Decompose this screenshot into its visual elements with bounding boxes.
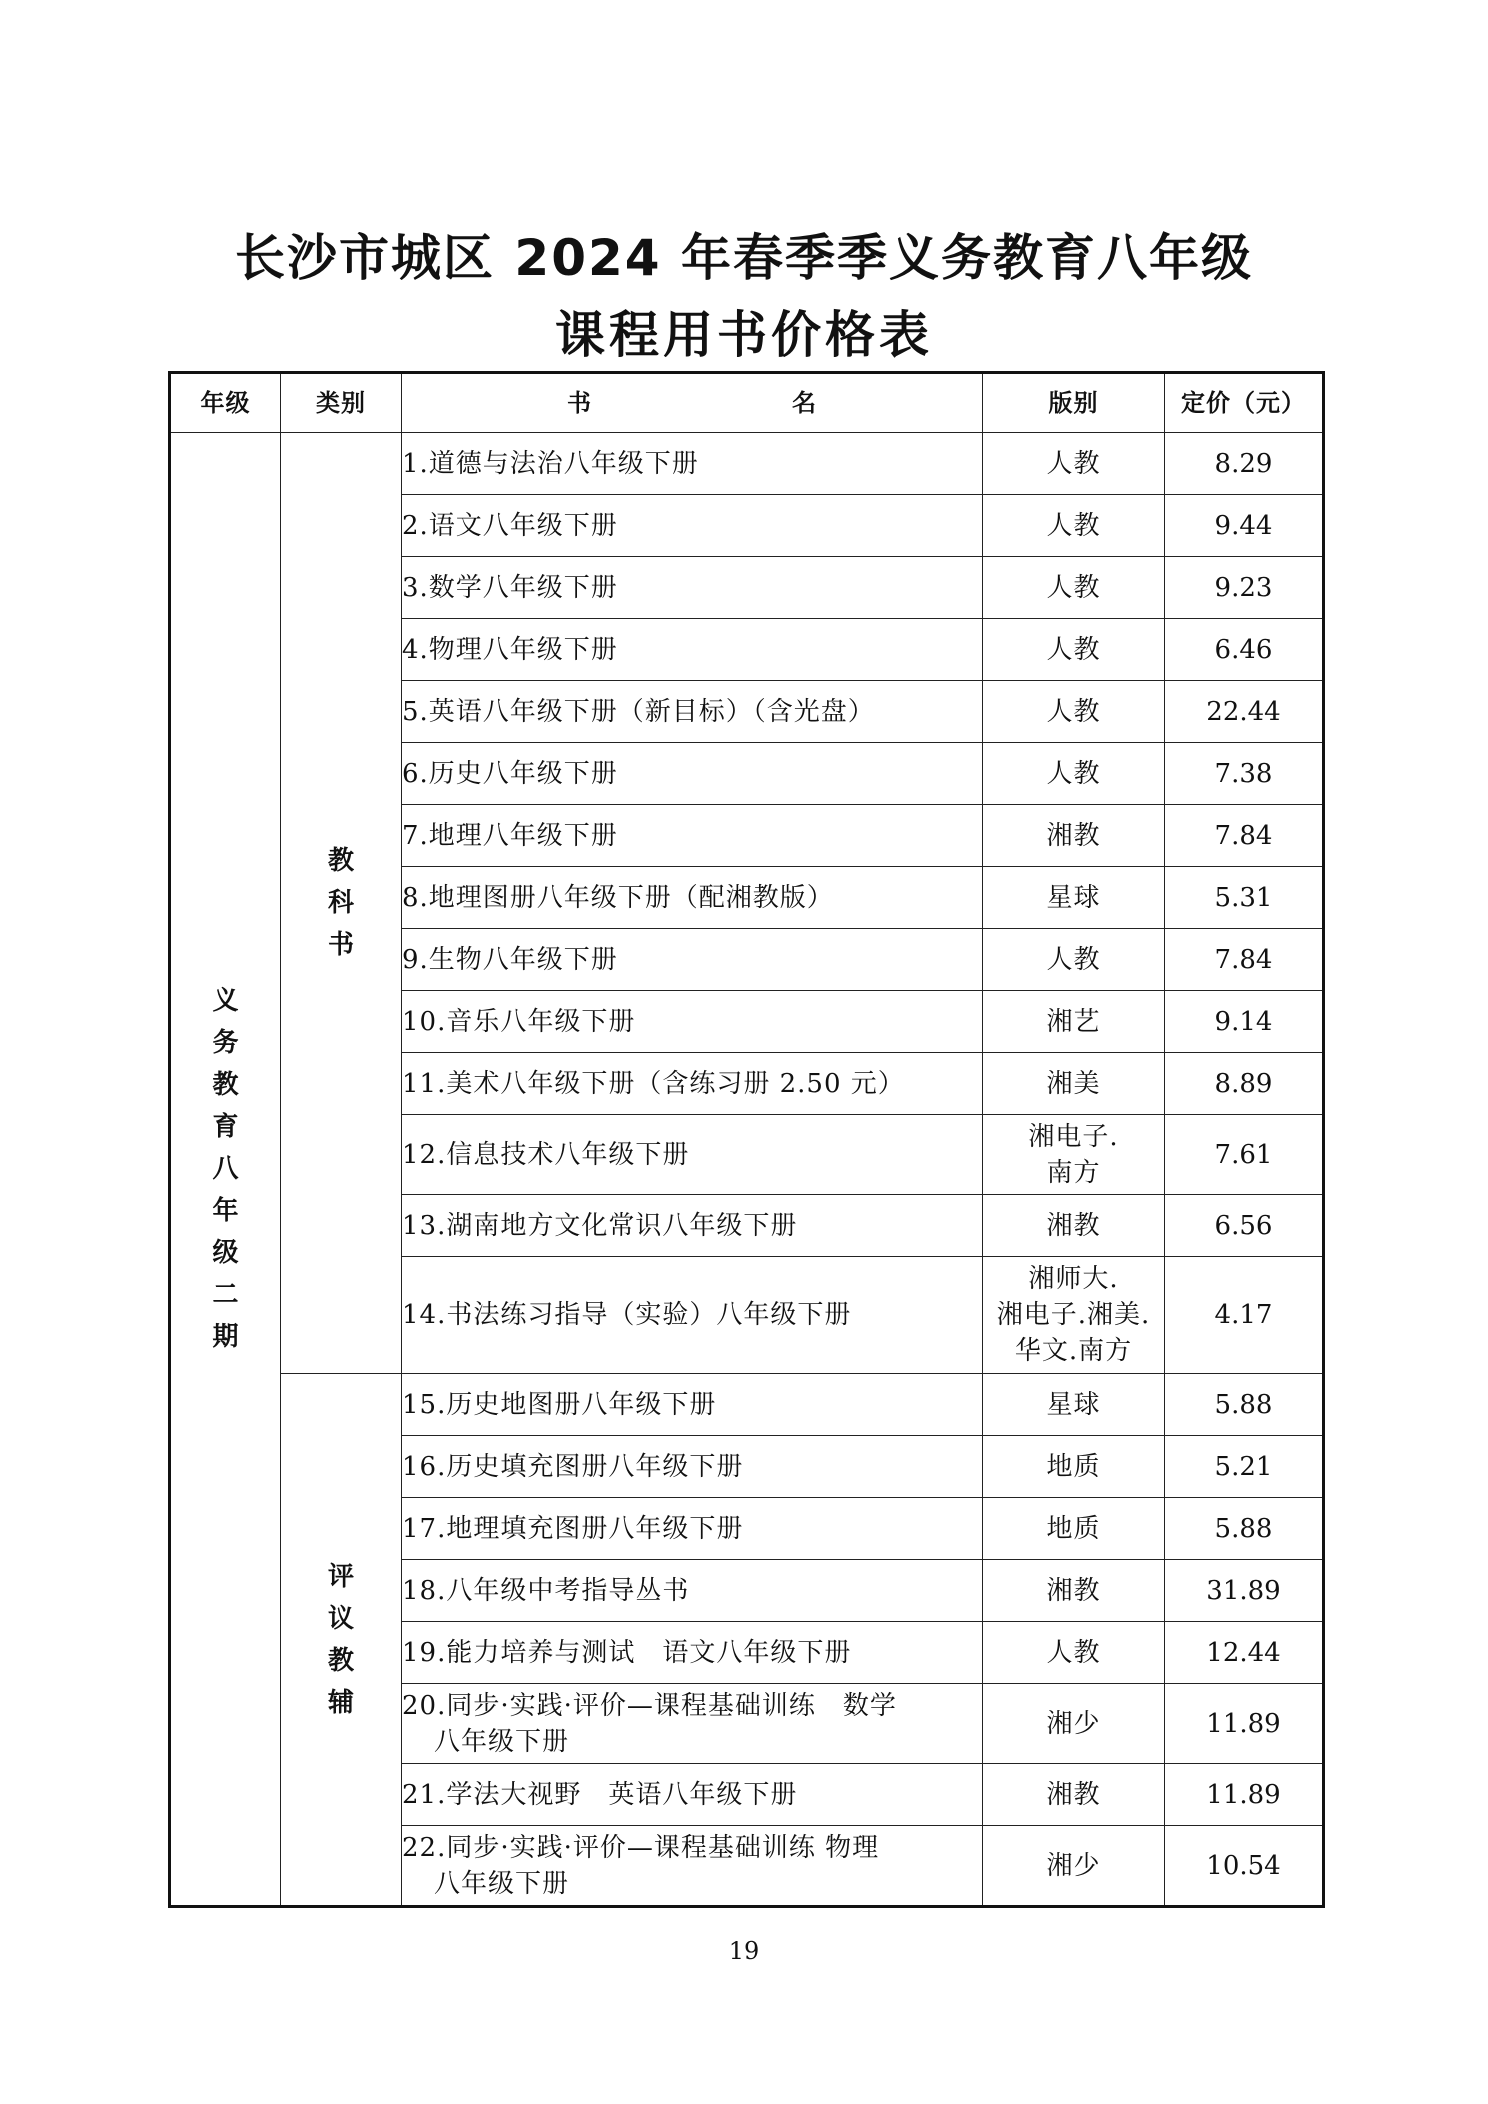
price-cell: 6.46	[1165, 619, 1324, 681]
version-cell: 地质	[983, 1436, 1165, 1498]
price-cell: 12.44	[1165, 1622, 1324, 1684]
book-name-line: 八年级下册	[434, 1868, 570, 1899]
version-line: 湘师大.	[1028, 1264, 1119, 1294]
version-cell	[983, 1257, 1165, 1374]
grade-cell	[170, 433, 281, 1907]
header-book-name-part1: 书	[567, 389, 592, 417]
price-cell: 9.23	[1165, 557, 1324, 619]
book-name-line: 20.同步·实践·评价—课程基础训练 数学	[402, 1690, 897, 1721]
version-cell	[983, 1115, 1165, 1195]
version-cell: 人教	[983, 495, 1165, 557]
version-line: 湘电子.	[1028, 1121, 1119, 1152]
price-cell: 7.84	[1165, 929, 1324, 991]
book-name-line: 22.同步·实践·评价—课程基础训练 物理	[402, 1832, 880, 1863]
page-number: 19	[728, 1937, 760, 1965]
book-name-cell: 19.能力培养与测试 语文八年级下册	[402, 1622, 983, 1684]
category-textbooks-cell	[281, 433, 402, 1374]
book-name-cell: 2.语文八年级下册	[402, 495, 983, 557]
price-cell: 7.61	[1165, 1115, 1324, 1195]
book-name-cell: 17.地理填充图册八年级下册	[402, 1498, 983, 1560]
book-name-cell: 10.音乐八年级下册	[402, 991, 983, 1053]
category-auxiliary-label: 评议教辅	[327, 1561, 354, 1718]
book-name-cell: 3.数学八年级下册	[402, 557, 983, 619]
price-cell: 11.89	[1165, 1764, 1324, 1826]
version-cell: 人教	[983, 681, 1165, 743]
category-auxiliary-cell	[281, 1374, 402, 1907]
book-name-cell: 18.八年级中考指导丛书	[402, 1560, 983, 1622]
book-name-cell: 11.美术八年级下册（含练习册 2.50 元）	[402, 1053, 983, 1115]
version-line: 华文.南方	[1014, 1336, 1133, 1366]
version-cell: 湘教	[983, 1764, 1165, 1826]
category-textbooks-label: 教科书	[327, 846, 354, 960]
version-cell: 人教	[983, 433, 1165, 495]
header-category: 类别	[281, 373, 402, 433]
price-cell: 6.56	[1165, 1195, 1324, 1257]
price-cell: 9.14	[1165, 991, 1324, 1053]
price-cell: 5.31	[1165, 867, 1324, 929]
book-name-cell: 9.生物八年级下册	[402, 929, 983, 991]
version-cell: 人教	[983, 743, 1165, 805]
price-cell: 9.44	[1165, 495, 1324, 557]
book-name-cell: 14.书法练习指导（实验）八年级下册	[402, 1257, 983, 1374]
book-name-cell: 15.历史地图册八年级下册	[402, 1374, 983, 1436]
grade-label: 义务教育八年级二期	[212, 986, 239, 1352]
header-version: 版别	[983, 373, 1165, 433]
price-cell: 7.38	[1165, 743, 1324, 805]
header-grade: 年级	[170, 373, 281, 433]
book-name-cell: 8.地理图册八年级下册（配湘教版）	[402, 867, 983, 929]
header-price: 定价（元）	[1165, 373, 1324, 433]
price-cell: 22.44	[1165, 681, 1324, 743]
price-cell: 4.17	[1165, 1257, 1324, 1374]
version-line: 湘电子.湘美.	[996, 1300, 1151, 1330]
book-name-cell: 6.历史八年级下册	[402, 743, 983, 805]
price-cell: 10.54	[1165, 1826, 1324, 1907]
table-row	[170, 433, 1324, 495]
price-cell: 31.89	[1165, 1560, 1324, 1622]
version-cell: 人教	[983, 619, 1165, 681]
version-cell: 星球	[983, 867, 1165, 929]
book-name-cell: 1.道德与法治八年级下册	[402, 433, 983, 495]
price-cell: 5.88	[1165, 1374, 1324, 1436]
page-subtitle: 课程用书价格表	[555, 306, 933, 364]
version-cell: 湘艺	[983, 991, 1165, 1053]
table-row	[170, 1374, 1324, 1436]
header-book-name-part2: 名	[792, 389, 817, 417]
book-name-cell	[402, 1826, 983, 1907]
price-cell: 8.89	[1165, 1053, 1324, 1115]
price-cell: 8.29	[1165, 433, 1324, 495]
book-name-cell: 13.湖南地方文化常识八年级下册	[402, 1195, 983, 1257]
version-cell: 湘教	[983, 1560, 1165, 1622]
version-cell: 湘美	[983, 1053, 1165, 1115]
price-cell: 7.84	[1165, 805, 1324, 867]
version-cell: 湘少	[983, 1684, 1165, 1764]
version-line: 南方	[1046, 1157, 1101, 1188]
price-cell: 11.89	[1165, 1684, 1324, 1764]
price-cell: 5.21	[1165, 1436, 1324, 1498]
book-name-cell: 16.历史填充图册八年级下册	[402, 1436, 983, 1498]
book-name-cell: 5.英语八年级下册（新目标）（含光盘）	[402, 681, 983, 743]
book-name-cell: 4.物理八年级下册	[402, 619, 983, 681]
version-cell: 人教	[983, 557, 1165, 619]
version-cell: 湘教	[983, 805, 1165, 867]
version-cell: 地质	[983, 1498, 1165, 1560]
book-name-cell: 7.地理八年级下册	[402, 805, 983, 867]
price-table	[168, 371, 1325, 1908]
book-name-cell: 21.学法大视野 英语八年级下册	[402, 1764, 983, 1826]
version-cell: 湘少	[983, 1826, 1165, 1907]
book-name-cell	[402, 1684, 983, 1764]
header-row	[170, 373, 1324, 433]
page-title: 长沙市城区 2024 年春季季义务教育八年级	[235, 229, 1253, 287]
version-cell: 人教	[983, 1622, 1165, 1684]
version-cell: 星球	[983, 1374, 1165, 1436]
price-cell: 5.88	[1165, 1498, 1324, 1560]
header-book-name	[402, 373, 983, 433]
version-cell: 湘教	[983, 1195, 1165, 1257]
book-name-line: 八年级下册	[434, 1726, 570, 1757]
version-cell: 人教	[983, 929, 1165, 991]
book-name-cell: 12.信息技术八年级下册	[402, 1115, 983, 1195]
